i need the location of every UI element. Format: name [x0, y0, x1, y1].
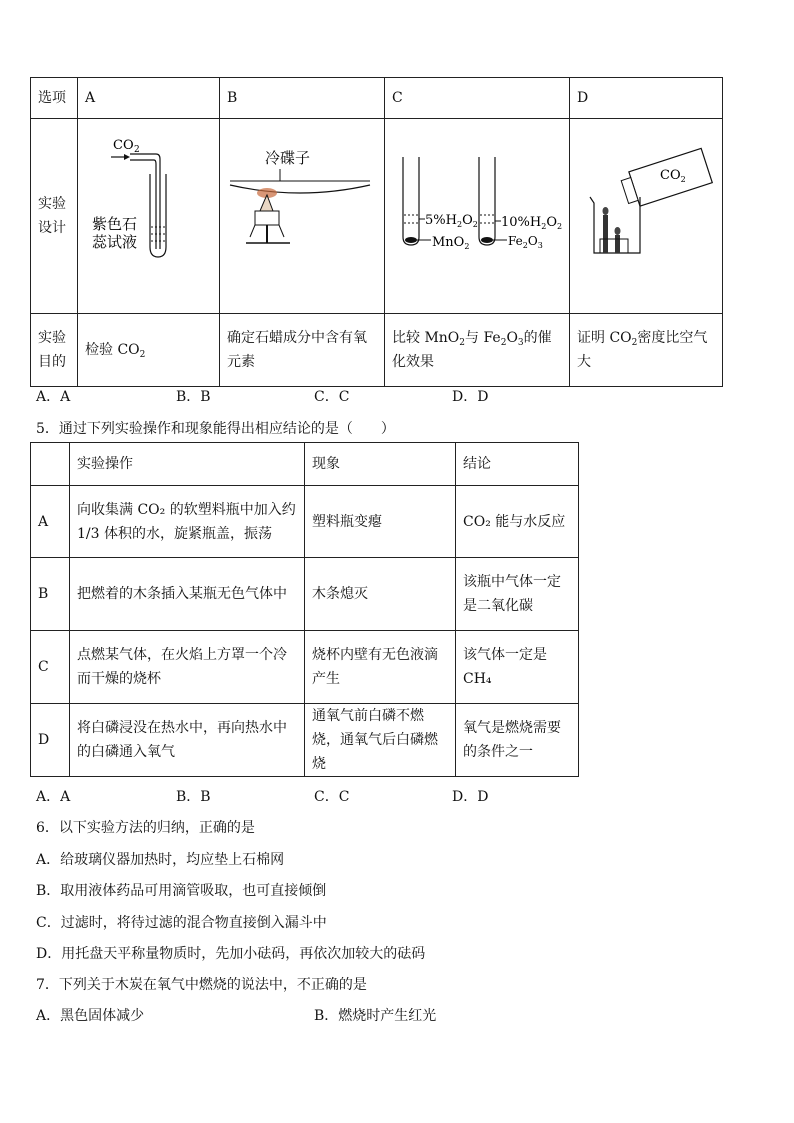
- figB-label: 冷碟子: [265, 149, 311, 167]
- short-candle: [615, 235, 620, 253]
- figA-gas-sub: 2: [134, 145, 140, 155]
- arrow-head-icon: [124, 154, 130, 160]
- q7-stem: 7．下列关于木炭在氧气中燃烧的说法中，不正确的是: [36, 977, 367, 993]
- test-tube: [150, 174, 166, 257]
- tall-candle: [603, 215, 608, 253]
- fe2o3-solid: [481, 237, 493, 243]
- q5-option-a[interactable]: A．A: [36, 789, 71, 805]
- q5-header-blank: [31, 443, 70, 486]
- header-b: B: [220, 78, 385, 119]
- q6-option-b[interactable]: B．取用液体药品可用滴管吸取，也可直接倾倒: [36, 883, 327, 899]
- candle-cold-dish-figure: [220, 119, 384, 305]
- q5-op: 点燃某气体，在火焰上方罩一个冷而干燥的烧杯: [70, 631, 305, 704]
- q4-option-a[interactable]: A．A: [36, 389, 71, 405]
- figure-b-cell: [220, 119, 385, 314]
- figure-c-cell: [385, 119, 570, 314]
- cold-dish: [230, 185, 370, 193]
- q5-option-c[interactable]: C．C: [314, 789, 350, 805]
- q5-header-conc: 结论: [456, 443, 579, 486]
- q5-conc: CO₂ 能与水反应: [456, 486, 579, 558]
- q6-option-c[interactable]: C．过滤时，将待过滤的混合物直接倒入漏斗中: [36, 915, 327, 931]
- fe2o3-label: $Fe_2O_3$: [508, 234, 543, 250]
- q5-row-label: D: [31, 704, 70, 777]
- q5-header-phen: 现象: [305, 443, 456, 486]
- design-label: 实验设计: [31, 119, 78, 314]
- figD-gas-label: $CO_2$: [660, 168, 686, 184]
- q7-option-b[interactable]: B．燃烧时产生红光: [314, 1008, 437, 1024]
- purpose-label: 实验目的: [31, 314, 78, 387]
- q5-option-d[interactable]: D．D: [452, 789, 489, 805]
- q5-row-label: A: [31, 486, 70, 558]
- q5-op: 将白磷浸没在热水中，再向热水中的白磷通入氧气: [70, 704, 305, 777]
- q5-row-label: B: [31, 558, 70, 631]
- figure-d-cell: [570, 119, 723, 314]
- q4-option-d[interactable]: D．D: [452, 389, 489, 405]
- q4-option-c[interactable]: C．C: [314, 389, 350, 405]
- q5-conc: 氧气是燃烧需要的条件之一: [456, 704, 579, 777]
- left-label: $5\%H_2O_2$: [425, 213, 478, 229]
- purpose-b: 确定石蜡成分中含有氧元素: [220, 314, 385, 387]
- header-option: 选项: [31, 78, 78, 119]
- purpose-d: 证明 $CO_2$密度比空气大: [570, 314, 723, 387]
- q5-phen: 木条熄灭: [305, 558, 456, 631]
- q4-option-b[interactable]: B．B: [176, 389, 211, 405]
- q5-phen: 烧杯内壁有无色液滴产生: [305, 631, 456, 704]
- co2-pour-beaker-figure: [570, 119, 722, 305]
- q5-option-b[interactable]: B．B: [176, 789, 211, 805]
- q5-header-op: 实验操作: [70, 443, 305, 486]
- q5-op: 向收集满 CO₂ 的软塑料瓶中加入约1/3 体积的水，旋紧瓶盖，振荡: [70, 486, 305, 558]
- q5-table: [30, 442, 579, 777]
- figA-liquid-label-2: 蕊试液: [92, 233, 138, 251]
- figA-liquid-label-1: 紫色石: [92, 215, 138, 233]
- q5-op: 把燃着的木条插入某瓶无色气体中: [70, 558, 305, 631]
- short-flame-icon: [615, 227, 621, 235]
- q7-option-a[interactable]: A．黑色固体减少: [36, 1008, 145, 1024]
- purpose-a: 检验 $CO_2$: [78, 314, 220, 387]
- header-d: D: [570, 78, 723, 119]
- figA-gas-label: CO: [113, 138, 134, 153]
- tall-flame-icon: [603, 207, 609, 215]
- right-test-tube: [479, 157, 495, 245]
- q5-conc: 该瓶中气体一定是二氧化碳: [456, 558, 579, 631]
- figure-a-cell: [78, 119, 220, 314]
- right-label: $10\%H_2O_2$: [501, 215, 563, 231]
- header-c: C: [385, 78, 570, 119]
- q5-row-label: C: [31, 631, 70, 704]
- q5-phen: 通氧气前白磷不燃烧，通氧气后白磷燃烧: [305, 704, 456, 777]
- left-test-tube: [403, 157, 419, 245]
- q6-option-a[interactable]: A．给玻璃仪器加热时，均应垫上石棉网: [36, 852, 285, 868]
- purpose-c: 比较 MnO$_2$与 $Fe_2O_3$的催化效果: [385, 314, 570, 387]
- experiment-design-table: [30, 77, 723, 387]
- q6-option-d[interactable]: D．用托盘天平称量物质时，先加小砝码，再依次加较大的砝码: [36, 946, 426, 962]
- mno2-solid: [405, 237, 417, 243]
- q5-phen: 塑料瓶变瘪: [305, 486, 456, 558]
- co2-test-tube-figure: [78, 119, 219, 305]
- q5-stem: 5．通过下列实验操作和现象能得出相应结论的是（ ）: [36, 421, 395, 437]
- candle: [255, 211, 279, 225]
- header-a: A: [78, 78, 220, 119]
- mno2-label: MnO$_2$: [432, 235, 470, 251]
- q6-stem: 6．以下实验方法的归纳，正确的是: [36, 820, 255, 836]
- catalyst-comparison-figure: [385, 119, 569, 305]
- q5-conc: 该气体一定是 CH₄: [456, 631, 579, 704]
